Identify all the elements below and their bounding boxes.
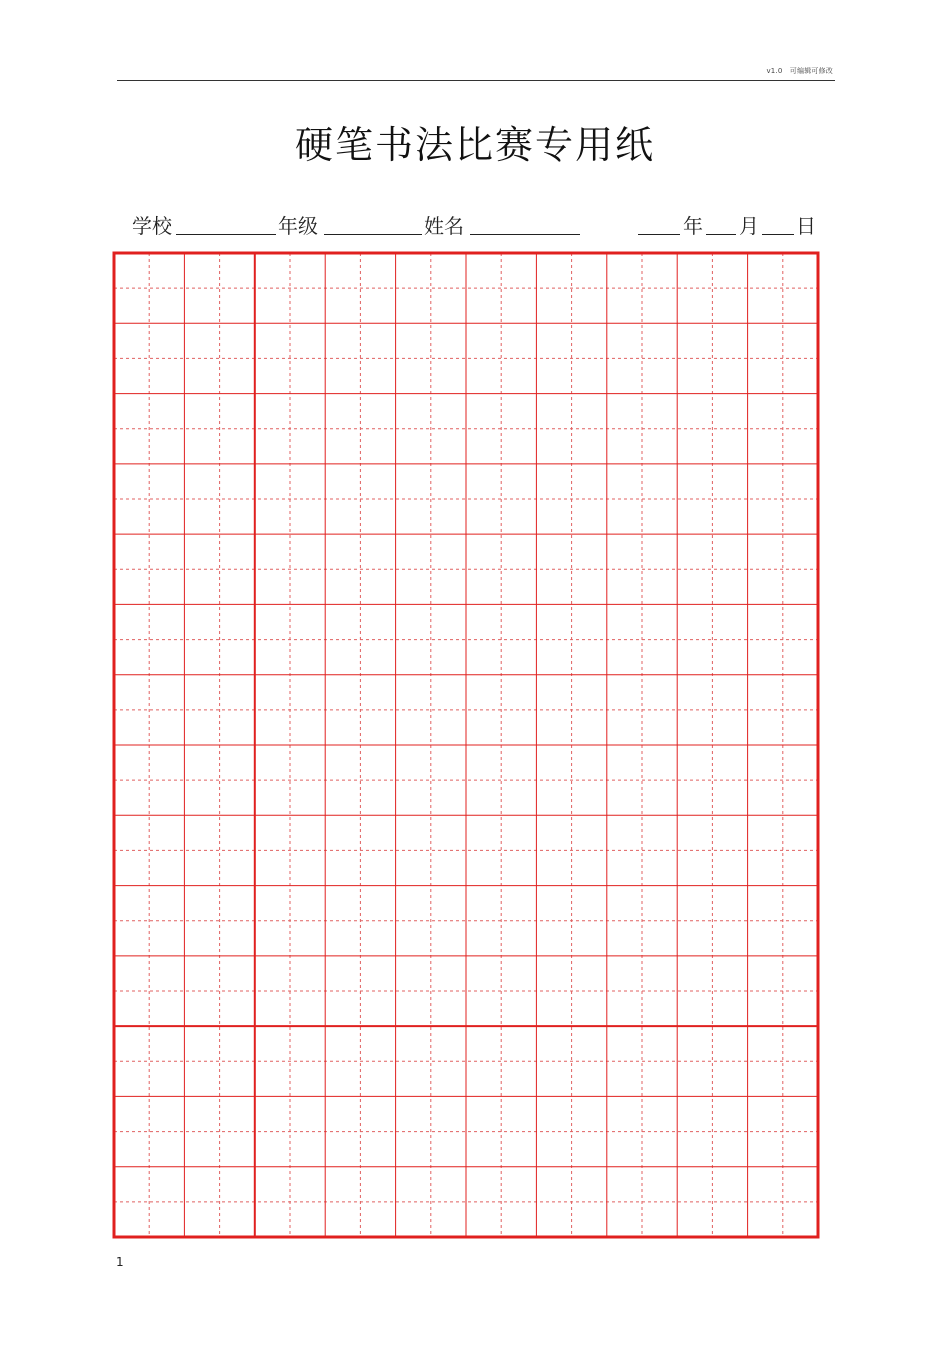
name-label: 姓名 <box>424 214 464 238</box>
page-number: 1 <box>116 1255 124 1269</box>
version-label: v1.0 <box>766 67 783 75</box>
grade-label: 年级 <box>278 214 318 238</box>
page-title: 硬笔书法比赛专用纸 <box>294 123 655 167</box>
year-label: 年 <box>683 214 703 238</box>
editable-note: 可编辑可修改 <box>789 67 833 75</box>
month-label: 月 <box>739 214 759 238</box>
day-label: 日 <box>796 214 816 238</box>
school-label: 学校 <box>132 214 172 238</box>
